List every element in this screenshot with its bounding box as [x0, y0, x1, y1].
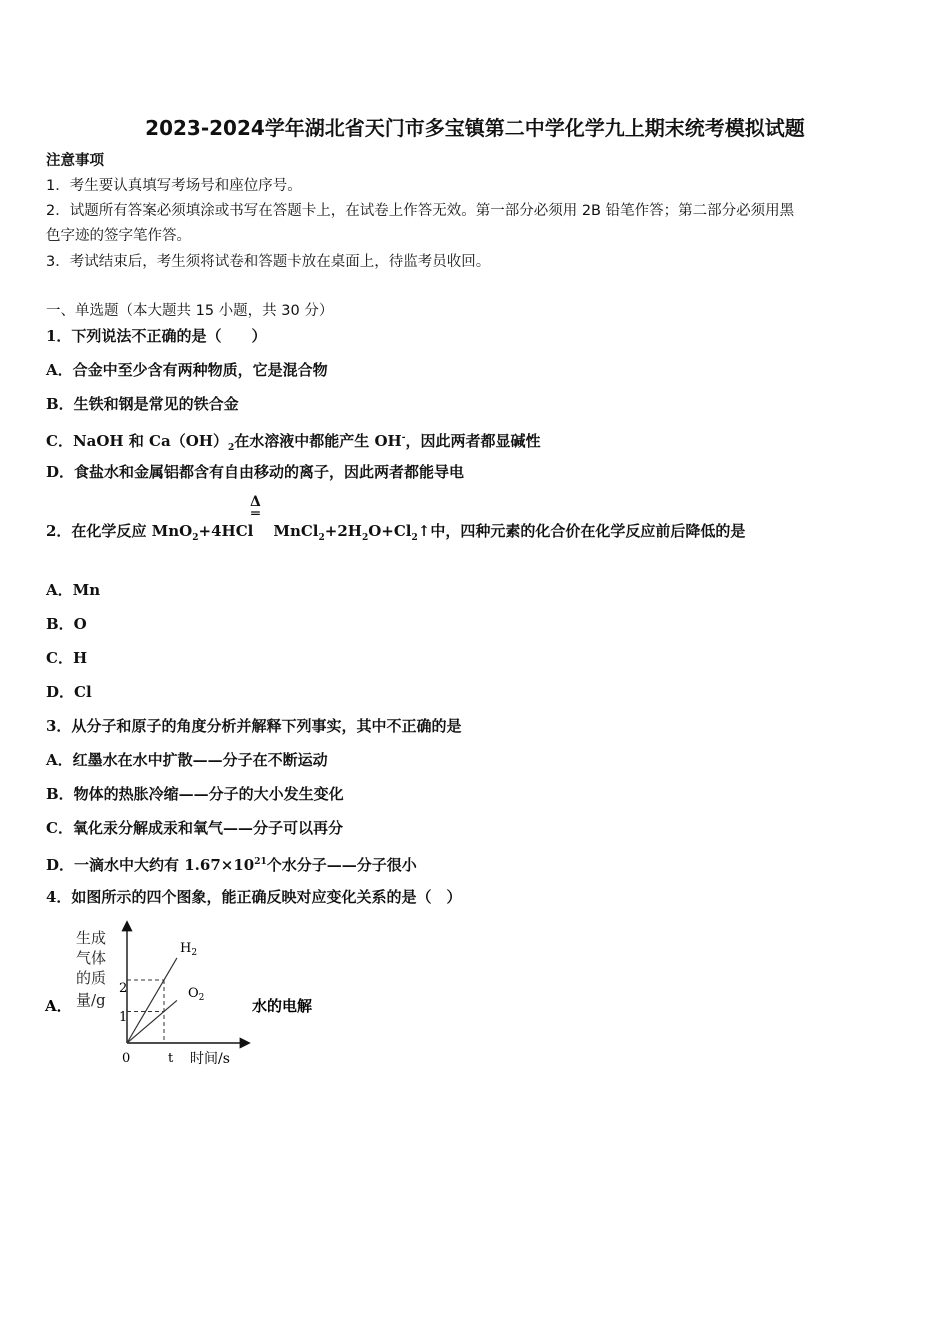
text: +4HCl — [198, 522, 254, 540]
y-tick-label: 2 — [119, 981, 128, 996]
y-axis-label-line: 量/g — [76, 991, 106, 1009]
q2-option-d: D．Cl — [46, 683, 92, 701]
page-title: 2023-2024学年湖北省天门市多宝镇第二中学化学九上期末统考模拟试题 — [145, 116, 805, 140]
subscript: 2 — [191, 948, 198, 958]
text: O — [188, 986, 199, 1001]
section-heading: 一、单选题（本大题共 15 小题，共 30 分） — [46, 303, 334, 319]
q1-option-d: D．食盐水和金属铝都含有自由移动的离子，因此两者都能导电 — [46, 463, 465, 481]
delta-symbol: Δ — [250, 494, 261, 510]
x-tick-label: t — [168, 1051, 174, 1066]
option-a-label: A． — [45, 997, 72, 1015]
question-2-stem — [46, 521, 745, 548]
q2-option-a: A．Mn — [46, 581, 101, 599]
y-axis-label-line: 的质 — [76, 969, 107, 987]
q2-option-b: B．O — [46, 615, 87, 633]
question-1-stem: 1．下列说法不正确的是（ ） — [46, 327, 267, 345]
reaction-condition-heat: Δ ═ — [250, 494, 261, 522]
subscript: 2 — [192, 533, 199, 543]
subscript: 2 — [411, 533, 418, 543]
option-a-caption: 水的电解 — [252, 997, 313, 1015]
text: MnCl — [273, 522, 319, 540]
x-axis-label: 时间/s — [190, 1051, 230, 1067]
superscript: - — [401, 433, 406, 443]
note-item: 2．试题所有答案必须填涂或书写在答题卡上，在试卷上作答无效。第一部分必须用 2B 铅笔作答；第二部分必须用黑 — [46, 203, 795, 219]
q1-option-b: B．生铁和钢是常见的铁合金 — [46, 395, 239, 413]
text: ，因此两者都显碱性 — [405, 432, 541, 450]
subscript: 2 — [318, 533, 325, 543]
text: D．一滴水中大约有 1.67×10 — [46, 856, 255, 874]
q1-option-a: A．合金中至少含有两种物质，它是混合物 — [46, 361, 328, 379]
y-axis-label-line: 气体 — [76, 949, 107, 967]
origin-label: 0 — [122, 1051, 131, 1066]
series-label-h2 — [180, 941, 197, 958]
water-electrolysis-graph — [40, 915, 340, 1075]
notes-heading: 注意事项 — [46, 153, 104, 169]
series-line-h2 — [127, 958, 177, 1043]
subscript: 2 — [361, 533, 369, 543]
superscript: 21 — [254, 857, 267, 867]
text: C．NaOH 和 Ca（OH） — [46, 432, 228, 450]
subscript: 2 — [198, 993, 205, 1003]
series-line-o2 — [127, 1000, 177, 1043]
q3-option-b: B．物体的热胀冷缩——分子的大小发生变化 — [46, 785, 344, 803]
q1-option-c — [46, 428, 540, 458]
text: 2．在化学反应 MnO — [46, 522, 193, 540]
subscript: 2 — [227, 443, 235, 453]
y-tick-label: 1 — [119, 1010, 128, 1025]
text: O+Cl — [368, 522, 412, 540]
q2-option-c: C．H — [46, 649, 88, 667]
q3-option-d — [46, 852, 417, 875]
note-item: 1．考生要认真填写考场号和座位序号。 — [46, 178, 302, 194]
note-item: 3．考试结束后，考生须将试卷和答题卡放在桌面上，待监考员收回。 — [46, 254, 491, 270]
series-label-o2 — [188, 986, 204, 1003]
question-3-stem: 3．从分子和原子的角度分析并解释下列事实，其中不正确的是 — [46, 717, 462, 735]
y-axis-label-line: 生成 — [76, 929, 107, 947]
text: 个水分子——分子很小 — [266, 856, 417, 874]
text: +2H — [324, 522, 362, 540]
q3-option-c: C．氧化汞分解成汞和氧气——分子可以再分 — [46, 819, 343, 837]
text: 在水溶液中都能产生 OH — [234, 432, 402, 450]
text: ↑中，四种元素的化合价在化学反应前后降低的是 — [417, 522, 746, 540]
question-4-stem: 4．如图所示的四个图象，能正确反映对应变化关系的是（ ） — [46, 888, 462, 906]
q3-option-a: A．红墨水在水中扩散——分子在不断运动 — [46, 751, 328, 769]
text: H — [180, 941, 192, 956]
note-item: 色字迹的签字笔作答。 — [46, 228, 191, 244]
